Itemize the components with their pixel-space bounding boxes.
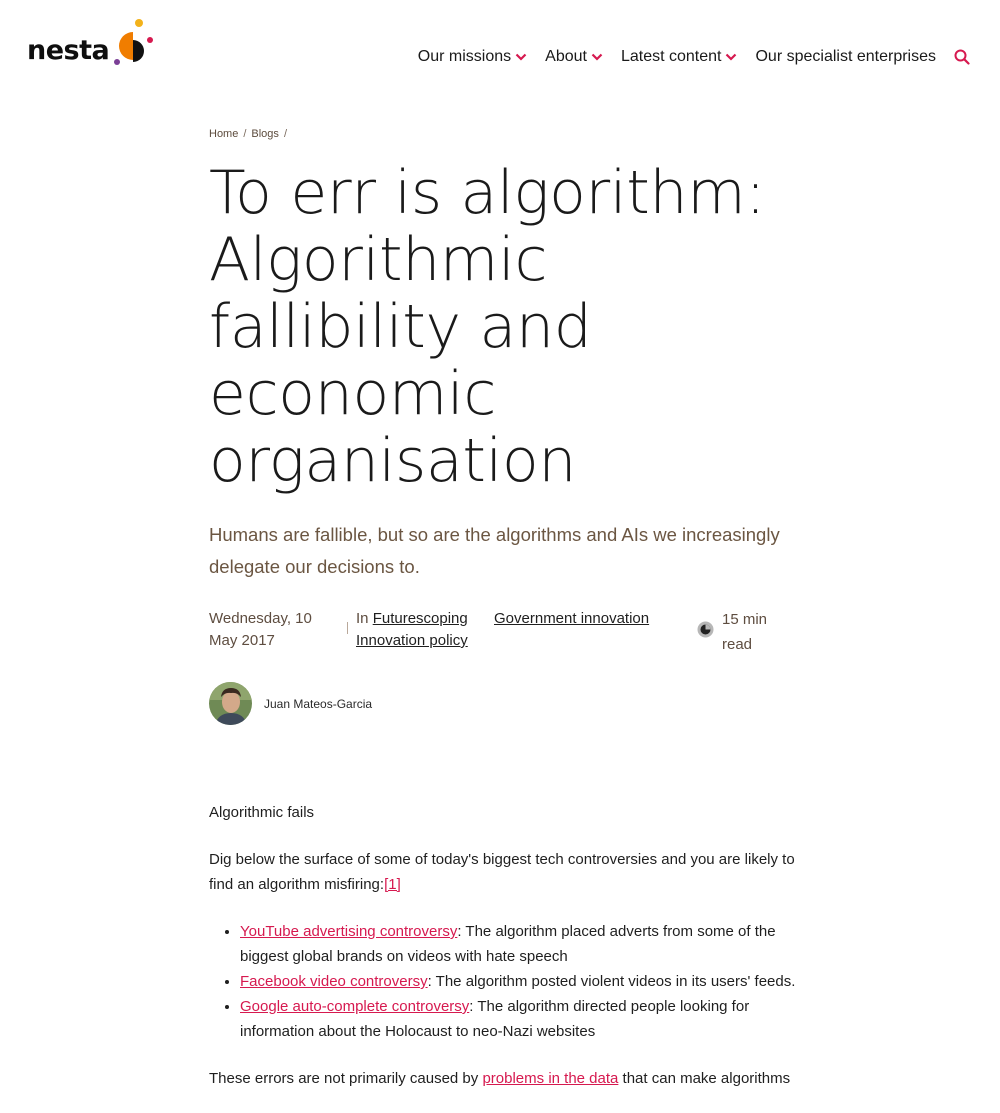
youtube-controversy-link[interactable]: YouTube advertising controversy: [240, 923, 458, 940]
nav-label: Our missions: [417, 48, 512, 65]
list-item: [240, 969, 809, 994]
topic-link-innovation-policy[interactable]: Innovation policy: [356, 632, 468, 649]
breadcrumb-home[interactable]: Home: [209, 128, 239, 140]
read-time-line: 15 min: [722, 611, 768, 628]
paragraph: [209, 1066, 809, 1091]
read-time-line: read: [722, 636, 753, 653]
facebook-controversy-link[interactable]: Facebook video controversy: [240, 973, 428, 990]
list-item: [240, 994, 809, 1044]
paragraph: [209, 847, 809, 897]
list-item-text: : The algorithm directed people looking for information about the Holocaust to neo-Nazi websites: [240, 998, 750, 1040]
nav-label: Latest content: [620, 48, 722, 65]
logo-mark-icon: [113, 18, 153, 70]
article-body: [209, 800, 809, 1091]
topics-label: In: [356, 610, 369, 627]
list-item-text: : The algorithm placed adverts from some of the biggest global brands on videos with hate speech: [240, 923, 776, 965]
date-line: Wednesday, 10: [209, 610, 312, 627]
section-heading: Algorithmic fails: [209, 804, 315, 821]
nav-label: Our specialist enterprises: [755, 48, 936, 65]
search-icon[interactable]: [954, 49, 970, 65]
article-meta: [209, 608, 809, 668]
author-photo: [209, 682, 252, 725]
main-nav: [400, 48, 970, 66]
paragraph-text: that can make algorithms: [622, 1070, 791, 1087]
article: [209, 128, 809, 1113]
nesta-logo[interactable]: [27, 18, 153, 70]
list-item-text: : The algorithm posted violent videos in its users' feeds.: [427, 973, 796, 990]
paragraph-text: These errors are not primarily caused by: [209, 1070, 479, 1087]
meta-divider: [347, 622, 348, 634]
breadcrumb: [209, 128, 809, 140]
list-item: [240, 919, 809, 969]
article-subtitle: Humans are fallible, but so are the algorithms and AIs we increasingly delegate our decisions to.: [209, 524, 780, 577]
problems-in-data-link[interactable]: problems in the data: [482, 1070, 619, 1087]
footnote-link[interactable]: [1]: [384, 876, 401, 893]
author[interactable]: [209, 682, 809, 725]
chevron-down-icon: [591, 51, 603, 63]
nav-specialist-enterprises[interactable]: [755, 48, 936, 66]
chevron-down-icon: [725, 51, 737, 63]
google-controversy-link[interactable]: Google auto-complete controversy: [240, 998, 470, 1015]
publish-date: [209, 608, 329, 652]
topics: [356, 608, 468, 652]
topic-link-government-innovation[interactable]: Government innovation: [494, 610, 650, 627]
chevron-down-icon: [515, 51, 527, 63]
topic-link-futurescoping[interactable]: Futurescoping: [372, 610, 468, 627]
nav-our-missions[interactable]: [418, 48, 527, 66]
breadcrumb-separator: /: [243, 128, 247, 140]
page-title: To err is algorithm: Algorithmic fallibility and economic organisation: [209, 158, 766, 496]
nav-about[interactable]: [545, 48, 603, 66]
read-time: [722, 607, 782, 657]
breadcrumb-blogs[interactable]: Blogs: [251, 128, 279, 140]
clock-icon: [697, 621, 714, 638]
author-name: Juan Mateos-Garcia: [264, 696, 373, 711]
paragraph-text: Dig below the surface of some of today's biggest tech controversies and you are likely to find an algorithm misfiring:: [209, 851, 795, 893]
site-header: [0, 0, 1000, 110]
logo-wordmark: nesta: [27, 35, 110, 66]
controversy-list: [209, 919, 809, 1044]
nav-label: About: [545, 48, 587, 65]
breadcrumb-separator: /: [283, 128, 287, 140]
date-line: May 2017: [209, 632, 275, 649]
nav-latest-content[interactable]: [621, 48, 738, 66]
avatar: [209, 682, 252, 725]
